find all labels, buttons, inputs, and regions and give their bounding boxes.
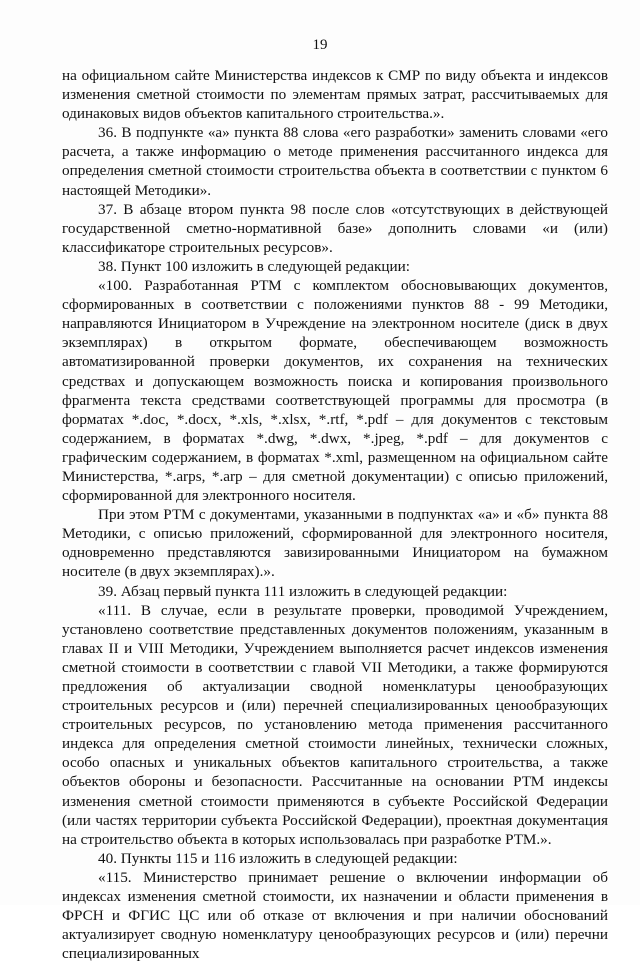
paragraph: «100. Разработанная РТМ с комплектом обосновывающих документов, сформированных в соответствии с положениями пунктов 88 - 99 Методики, направляются Инициатором в Учреждение на электронном носителе (диск в двух экземплярах) в открытом формате, обеспечивающем возможность автоматизированной проверки документов, их сохранения на технических средствах и допускающем возможность поиска и копирования произвольного фрагмента текста средствами соответствующей программы для просмотра (в форматах *.doc, *.docx, *.xls, *.xlsx, *.rtf, *.pdf – для документов с текстовым содержанием, в форматах *.dwg, *.dwx, *.jpeg, *.pdf – для документов с графическим содержанием, в форматах *.xml, размещенном на официальном сайте Министерства, *.arps, *.arp – для сметной документации) с описью приложений, сформированной для электронного носителя.	[62, 277, 608, 505]
paragraph: 37. В абзаце втором пункта 98 после слов «отсутствующих в действующей государственной сметно-нормативной базе» дополнить словами «и (или) классификаторе строительных ресурсов».	[62, 200, 608, 256]
paragraph: 39. Абзац первый пункта 111 изложить в следующей редакции:	[98, 582, 508, 600]
paragraph: 38. Пункт 100 изложить в следующей редакции:	[98, 257, 411, 275]
paragraph: «111. В случае, если в результате проверки, проводимой Учреждением, установлено соответствие представленных документов положениям, указанным в главах II и VIII Методики, Учреждением выполняется расчет индексов изменения сметной стоимости в соответствии с главой VII Методики, а также формируются предложения об актуализации сводной номенклатуры ценообразующих строительных ресурсов и (или) перечней специализированных ценообразующих строительных ресурсов, по установлению метода применения рассчитанного индекса для определения сметной стоимости линейных, технически сложных, особо опасных и уникальных объектов капитального строительства, а также объектов обороны и безопасности. Рассчитанные на основании РТМ индексы изменения сметной стоимости применяются в субъекте Российской Федерации (или частях территории субъекта Российской Федерации), проектная документация на строительство объекта в которых использовалась при разработке РТМ.».	[62, 601, 608, 848]
paragraph: «115. Министерство принимает решение о включении информации об индексах изменения сметной стоимости, их назначении и области применения в ФРСН и ФГИС ЦС или об отказе от включения и при наличии обоснований актуализирует сводную номенклатуру ценообразующих ресурсов и (или) перечни специализированных	[62, 868, 608, 963]
document-body	[62, 66, 608, 963]
paragraph: 40. Пункты 115 и 116 изложить в следующей редакции:	[98, 849, 458, 867]
paragraph: на официальном сайте Министерства индексов к СМР по виду объекта и индексов изменения сметной стоимости по элементам прямых затрат, рассчитываемых для одинаковых видов объектов капитального строительства.».	[62, 67, 608, 123]
paragraph: При этом РТМ с документами, указанными в подпунктах «а» и «б» пункта 88 Методики, с описью приложений, сформированной для электронного носителя, одновременно представляются завизированными Инициатором на бумажном носителе (в двух экземплярах).».	[62, 506, 608, 581]
page-number: 19	[312, 37, 328, 53]
paragraph: 36. В подпункте «а» пункта 88 слова «его разработки» заменить словами «его расчета, а также информацию о методе применения рассчитанного индекса для определения сметной стоимости строительства объекта в соответствии с пунктом 6 настоящей Методики».	[62, 124, 608, 199]
